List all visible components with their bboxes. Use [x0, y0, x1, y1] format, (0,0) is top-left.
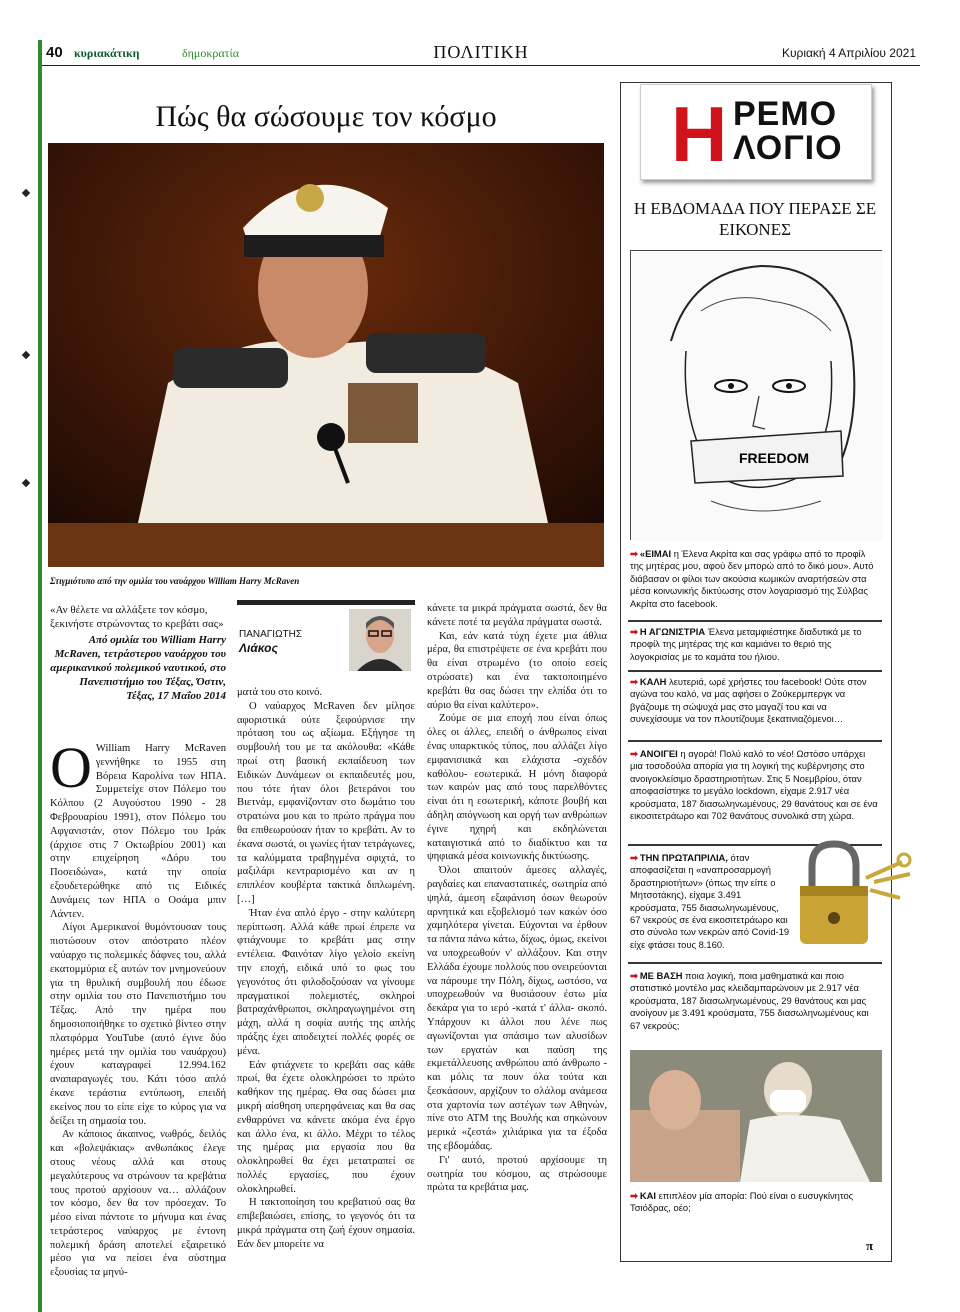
column-3-first: κάνετε τα μικρά πράγματα σωστά, δεν θα κάνετε ποτέ τα μεγάλα πράγματα σωστά. — [427, 603, 607, 628]
item-text: ποια λογική, ποια μαθηματικά και ποιο στατιστικό μοντέλο μας κλειδαμπαρώνουν με 2.917 νέα κρούσματα, 187 διασωληνωμένους, 29 θανάτους και μας ανοίγουν με 3.491 κρούσματα, 755 διασωληνωμένους και 67 νεκρούς; — [630, 970, 869, 1031]
column-2-paragraph: Εάν φτιάχνετε το κρεβάτι σας κάθε πρωί, θα έχετε ολοκληρώσει το πρώτο καθήκον της ημέρας. Θα σας δώσει μια μικρή αίσθηση υπερηφάνειας και θα σας ενθαρρύνει να κάνετε ακόμα ένα έργο και άλλο ένα, κι άλλο. Μέχρι το τέλος της ημέρας μια εργασία που θα ολοκληρωθεί θα έχει μετατραπεί σε πολλές εργασίες, που έχουν ολοκληρωθεί. — [237, 1059, 415, 1195]
column-3-paragraph: Γι' αυτό, προτού αρχίσουμε τη σωτηρία του κόσμου, ας στρώσουμε πρώτα τα κρεβάτια μας. — [427, 1154, 607, 1194]
opening-quote — [50, 603, 226, 703]
column-2-paragraph: Ο ναύαρχος McRaven δεν μίλησε αφοριστικά ούτε ξεφούρνισε την πρόταση του ως αξίωμα. Εξήγησε τη συμβουλή του με τα ακόλουθα: «Κάθε πρωί στη βασική εκπαίδευση των Ειδικών Δυνάμεων οι εκπαιδευτές μου, που τότε ήταν όλοι βετεράνοι του Βιετνάμ, εμφανίζονταν στο δωμάτιο του στρατώνα μου και το πρώτο πράγμα που θα επιθεωρούσαν ήταν το κρεβάτι. Αν το έκανα σωστά, οι γωνίες ήταν τετράγωνες, τα καλύμματα τραβηγμένα σφιχτά, το μαξιλάρι κεντραρισμένο και αν η επιπλέον κουβέρτα τακτικά διπλωμένη. […] — [237, 700, 415, 905]
sidebar-item — [630, 626, 880, 663]
item-text: επιπλέον μία απορία: Πού είναι ο ευσυγκίνητος Τσιόδρας, οέο; — [630, 1190, 854, 1214]
item-text: όταν αποφασίζεται η «αναπροσαρμογή δραστηριοτήτων» (όπως την είπε ο Μητσοτάκης), είχαμε 3.491 κρούσματα, 755 διασωληνωμένους, 67 νεκρούς σε ένα εικοσιτετράωρο και στο σύνολο των νεκρών από Covid-19 είχε φτάσει τους 8.160. — [630, 852, 790, 950]
padlock-icon — [790, 838, 920, 948]
vaccination-photo — [630, 1050, 882, 1182]
arrow-icon: ➡ — [630, 676, 638, 687]
item-lead: ΤΗΝ ΠΡΩΤΑΠΡΙΛΙΑ, — [639, 852, 728, 863]
column-2-first: ματά του στο κοινό. — [237, 687, 323, 698]
logo-letter: Η — [671, 90, 728, 178]
divider — [628, 740, 882, 742]
rubric-logo — [640, 84, 872, 180]
item-lead: «ΕΙΜΑΙ — [639, 548, 672, 559]
item-lead: ΜΕ ΒΑΣΗ — [639, 970, 683, 981]
quote-text: «Αν θέλετε να αλλάξετε τον κόσμο, ξεκινήστε στρώνοντας το κρεβάτι σας» — [50, 604, 224, 630]
publication-name-a: κυριακάτικη — [74, 46, 140, 60]
left-green-rule — [38, 40, 42, 1312]
arrow-icon: ➡ — [630, 1190, 638, 1201]
end-mark: π — [866, 1238, 874, 1253]
author-portrait — [349, 609, 411, 671]
quote-source: Από ομιλία του William Harry McRaven, τετράστερου ναυάρχου του αμερικανικού πολεμικού ναυτικού, στο Πανεπιστήμιο του Τέξας, Όστιν, Τέξας, 17 Μαΐου 2014 — [50, 634, 226, 702]
sidebar-item — [630, 676, 880, 726]
item-lead: Η ΑΓΩΝΙΣΤΡΙΑ — [639, 626, 706, 637]
column-1-paragraph: Αν κάποιος άκαπνος, νωθρός, δειλός και «βολεψάκιας» ανθωπάκος έλεγε στους νέους αλλά και στους μεγαλύτερους να στρώνουν τα κρεβάτια τους προτού αρχίσουν να… αλλάζουν τον κόσμο, δεν θα τον πρόσεχαν. Το μέσο είναι πάντοτε το μήνυμα και ένας τετράστερος ναύαρχος με έντονη πολεμική δράση αποτελεί εξαιρετικό μέσο για να πείσει ένα σύστημα εξουσίας τα μηνύ- — [50, 1129, 226, 1279]
article-title: Πώς θα σώσουμε τον κόσμο — [155, 100, 497, 133]
sidebar-item — [630, 970, 880, 1032]
cartoon-caption-text: FREEDOM — [739, 450, 809, 466]
logo-line-2: ΛΟΓΙΟ — [733, 129, 843, 167]
column-2-paragraph: Ήταν ένα απλό έργο - στην καλύτερη περίπτωση. Αλλά κάθε πρωί έπρεπε να φτιάχνουμε το κρεβάτι μας στην εντέλεια. Φαινόταν λίγο γελοίο εκείνη την εποχή, ειδικά υπό το φως του γεγονότος ότι φιλοδοξούσαν να γίνουμε πραγματικοί πολεμιστές, σκληροί βατραχάνθρωποι, σκληραγωγημένοι στη μάχη, αλλά η σοφία αυτής της απλής πράξης έχει αποδειχτεί πολλές φορές σε μένα. — [237, 907, 415, 1057]
sidebar-item — [630, 548, 880, 610]
article-photo — [48, 143, 604, 567]
week-title: Η ΕΒΔΟΜΑΔΑ ΠΟΥ ΠΕΡΑΣΕ ΣΕ ΕΙΚΟΝΕΣ — [633, 199, 877, 239]
cartoon-illustration — [631, 251, 883, 541]
item-text: λευτεριά, ωρέ χρήστες του facebook! Ούτε στον αγώνα του καλό, να μας αφήσει ο Ζούκερμπεργκ να βγάζουμε τη σώψυχά μας στο μαγαζί του και να συνεχίσουμε να τον πλουτίζουμε ξεκατινιαζόμενοι… — [630, 676, 867, 725]
sidebar-item — [630, 748, 880, 822]
sidebar-item — [630, 852, 790, 951]
article-column-2 — [237, 686, 415, 1252]
article-column-1 — [50, 735, 226, 1280]
item-lead: ΚΑΛΗ — [639, 676, 667, 687]
arrow-icon: ➡ — [630, 626, 638, 637]
logo-line-1: ΡΕΜΟ — [733, 95, 838, 133]
arrow-icon: ➡ — [630, 748, 638, 759]
cartoon-sketch — [630, 250, 882, 540]
margin-bullet — [22, 189, 30, 197]
margin-bullet — [22, 351, 30, 359]
page-header — [42, 40, 920, 66]
drop-cap: Ο — [50, 735, 92, 800]
column-3-paragraph: Και, εάν κατά τύχη έχετε μια άθλια μέρα, θα επιστρέψετε σε ένα κρεβάτι που θα είναι στρωμένο (το οποίο εσείς στρώσατε) και ένα τακτοποιημένο κρεβάτι θα σας δώσει την ελπίδα ότι το αύριο θα είναι καλύτερο». — [427, 630, 607, 711]
article-column-3 — [427, 602, 607, 1195]
column-1-paragraph: Λίγοι Αμερικανοί θυμόντουσαν τους πιστώσουν στον απόστρατο πλέον ναύαρχο τις πολεμικές δάφνες του, αλλά εκατομμύρια εξ αυτών τον μνημονεύουν για τη θρυλική συμβουλή που έδωσε στην ομιλία του στο Πανεπιστήμιο του Τέξας. Από την ημέρα που δημοσιοποιήθηκε το σχετικό βίντεο στην πλατφόρμα YouTube (αυτό έγινε δύο ημέρες μετά την ομιλία του ναυάρχου) έχουν καταγραφεί 12.994.162 αναπαραγωγές του. Κάτι τόσο απλό έκανε τεράστια εντύπωση, επειδή εκείνος που το είπε είχε το κύρος για να δείξει τη σημασία του. — [50, 922, 226, 1127]
photo-caption: Στιγμιότυπο από την ομιλία του ναυάρχου William Harry McRaven — [50, 576, 300, 586]
column-2-paragraph: Η τακτοποίηση του κρεβατιού σας θα επιβεβαιώσει, επίσης, το γεγονός ότι τα μικρά πράγματα στη ζωή έχουν σημασία. Εάν δεν μπορείτε να — [237, 1197, 415, 1250]
arrow-icon: ➡ — [630, 548, 638, 559]
admiral-photo-illustration — [48, 143, 604, 567]
section-title: ΠΟΛΙΤΙΚΗ — [433, 42, 529, 62]
arrow-icon: ➡ — [630, 970, 638, 981]
column-3-paragraph: Ζούμε σε μια εποχή που είναι όπως όλες οι άλλες, επειδή ο άνθρωπος είναι ένας υπαρκτικός τύπος, που αλλάζει λίγο εμφανισιακά και ελάχιστα -σχεδόν καθόλου- εσωτερικά. Η μόνη διαφορά των καιρών μας από τους παρελθόντες είναι ότι η εσωτερική, κάποτε βουβή και άδηλη απόγνωση και οργή των ανθρώπων έγινε ηχηρή και εκδηλώνεται καταιγιστικά από το διαδίκτυο και τα ψηφιακά μέσα κοινωνικής δικτύωσης. — [427, 713, 607, 863]
arrow-icon: ➡ — [630, 852, 638, 863]
sidebar-item — [630, 1190, 880, 1215]
item-text: Έλενα μεταμφιέστηκε διαδυτικά με το προφίλ της μητέρας της και καμιάνει το θεριό της λογοκρισίας με το καμάτα του ήλιου. — [630, 626, 862, 662]
divider — [628, 670, 882, 672]
item-text: η Έλενα Ακρίτα και σας γράφω από το προφίλ της μητέρας μου, αφού δεν μπορώ από το δικό μου». Αυτό διάβασαν οι φίλοι των ακούσια κωμικών αναρτήσεών στα μέσα κοινωνικής δικτύωσης στον λογαριασμό της Σύλβας Ακρίτα στο facebook. — [630, 548, 874, 609]
item-lead: ΑΝΟΙΓΕΙ — [639, 748, 678, 759]
author-first-name: ΠΑΝΑΓΙΩΤΗΣ — [239, 629, 303, 640]
author-last-name: Λιάκος — [239, 641, 278, 655]
margin-bullet — [22, 479, 30, 487]
column-1-first: William Harry McRaven γεννήθηκε το 1955 στη Βόρεια Καρολίνα των ΗΠΑ. Συμμετείχε στον Πόλεμο του Κόλπου (2 Αυγούστου 1990 - 28 Φεβρουαρίου 1991), στον Πόλεμο του Αφγανιστάν, στον Πόλεμο του Ιράκ (άρχισε στις 7 Οκτωβρίου 2001) και στην επιχείρηση «Δόρυ του Ποσειδώνα», κατά την οποία εξουδετερώθηκε από τις Ειδικές Δυνάμεις των ΗΠΑ ο Οσάμα μπιν Λάντεν. — [50, 743, 226, 920]
item-lead: ΚΑΙ — [639, 1190, 657, 1201]
byline — [237, 600, 415, 668]
page-number: 40 — [46, 44, 63, 61]
vaccination-illustration — [630, 1050, 882, 1182]
author-portrait-illustration — [349, 609, 411, 671]
column-3-paragraph: Όλοι απαιτούν άμεσες αλλαγές, ραγδαίες και επαναστατικές, σωτηρία από ψηλά, άμεση εξαφάνιση όσων θεωρούν αρνητικά και εξοβελισμό των κακών όσο χαμηλότερα γίνεται. Εύχονται να έρθουν τα πάντα πάνω κάτω, δίχως, όμως, εκείνοι να υποχρεωθούν ν' αλλάξουν. Και στην Ελλάδα έχουμε πολλούς που ονειρεύονται να πάρουμε την Πόλη, δίχως, ωστόσο, να υποχρεωθούν να θυσιάσουν έστω μία δεκάρα για το ιερό -κατά τ' άλλα- σκοπό. Υπάρχουν κι άλλοι που λένε πως αγωνίζονται για σπάσιμο των αλυσίδων των εργατών και παύση της εκμετάλλευσης ανθρώπου από άνθρωπο - και μόλις τα πουν όλα τούτα και ξεσκάσουν, αρχίζουν το σλάλομ ανάμεσα στα χαρτονία των αστέγων των Αθηνών, πίνε στο ΑΤΜ της Βουλής και σηκώνουν μερικά «ζεστά» χιλιάρικα για τα έξοδα της εβδομάδας. — [427, 865, 607, 1153]
publication-name-b: δημοκρατία — [182, 46, 240, 60]
divider — [628, 620, 882, 622]
issue-date: Κυριακή 4 Απριλίου 2021 — [781, 46, 916, 60]
divider — [628, 962, 882, 964]
item-text: η αγορά! Πολύ καλό το νέο! Ωστόσο υπάρχει μια τοσοδούλα απορία για τη λογική της κυβέρνησης στο ανοιγοκλείσιμο δραστηριοτήτων. Στις 5 Νοεμβρίου, όταν αποφασίστηκε το μεγάλο lockdown, είχαμε 2.917 νέα κρούσματα, 187 διασωληνωμένους, 29 θανάτους και σε ένα εικοσιτετράωρο και 702 θανάτους συνολικά στη χώρα. — [630, 748, 878, 822]
